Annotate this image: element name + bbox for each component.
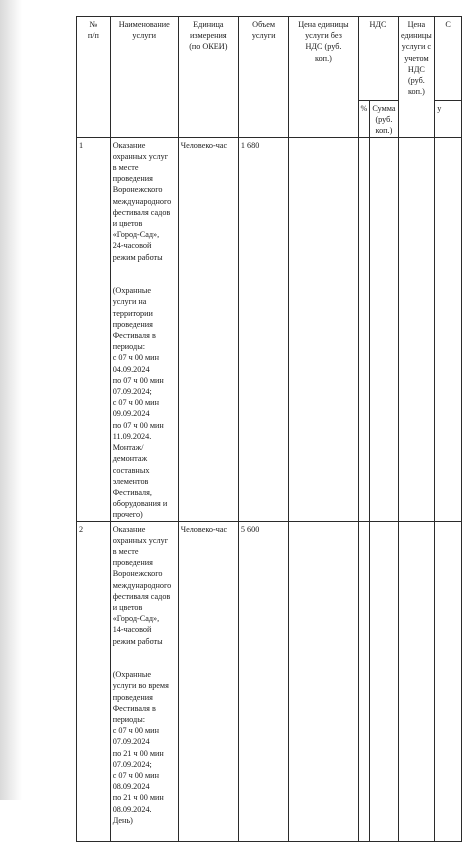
row-price-inc-vat — [398, 521, 435, 841]
header-service-name: Наименование услуги — [110, 17, 178, 138]
services-table — [76, 16, 462, 842]
row-number: 2 — [77, 521, 111, 841]
subheader-cut-column: у — [435, 101, 462, 138]
row-vat-percent — [358, 137, 370, 521]
row-price-inc-vat — [398, 137, 435, 521]
row-unit: Человеко-час — [178, 521, 238, 841]
row-volume: 5 600 — [238, 521, 288, 841]
row-unit: Человеко-час — [178, 137, 238, 521]
row-cut-column — [435, 137, 462, 521]
row-vat-sum — [370, 521, 398, 841]
row-price-ex-vat — [289, 137, 358, 521]
header-volume: Объем услуги — [238, 17, 288, 138]
table-row — [77, 521, 462, 841]
row-price-ex-vat — [289, 521, 358, 841]
row-cut-column — [435, 521, 462, 841]
row-service-name: Оказание охранных услуг в месте проведения Воронежского международного фестиваля садов и цветов «Город-Сад», 14-часовой режим работы (Охранные услуги во время проведения Фестиваля в периоды: с 07 ч 00 мин 07.09.2024 по 21 ч 00 мин 07.09.2024; с 07 ч 00 мин 08.09.2024 по 21 ч 00 мин 08.09.2024. День) — [110, 521, 178, 841]
subheader-vat-percent: % — [358, 101, 370, 138]
row-vat-percent — [358, 521, 370, 841]
page-edge-shadow — [0, 0, 22, 800]
header-vat: НДС — [358, 17, 398, 101]
header-price-inc-vat: Цена единицы услуги с учетом НДС (руб. коп.) — [398, 17, 435, 138]
row-volume: 1 680 — [238, 137, 288, 521]
header-price-ex-vat: Цена единицы услуги без НДС (руб. коп.) — [289, 17, 358, 138]
row-vat-sum — [370, 137, 398, 521]
row-service-name: Оказание охранных услуг в месте проведения Воронежского международного фестиваля садов и цветов «Город-Сад», 24-часовой режим работы (Охранные услуги на территории проведения Фестиваля в периоды: с 07 ч 00 мин 04.09.2024 по 07 ч 00 мин 07.09.2024; с 07 ч 00 мин 09.09.2024 по 07 ч 00 мин 11.09.2024. Монтаж/ демонтаж составных элементов Фестиваля, оборудования и прочего) — [110, 137, 178, 521]
header-unit: Единица измерения (по ОКЕИ) — [178, 17, 238, 138]
subheader-vat-sum: Сумма (руб. коп.) — [370, 101, 398, 138]
row-number: 1 — [77, 137, 111, 521]
table-row — [77, 137, 462, 521]
header-cut-column: С — [435, 17, 462, 101]
header-num: № п/п — [77, 17, 111, 138]
header-row — [77, 17, 462, 101]
